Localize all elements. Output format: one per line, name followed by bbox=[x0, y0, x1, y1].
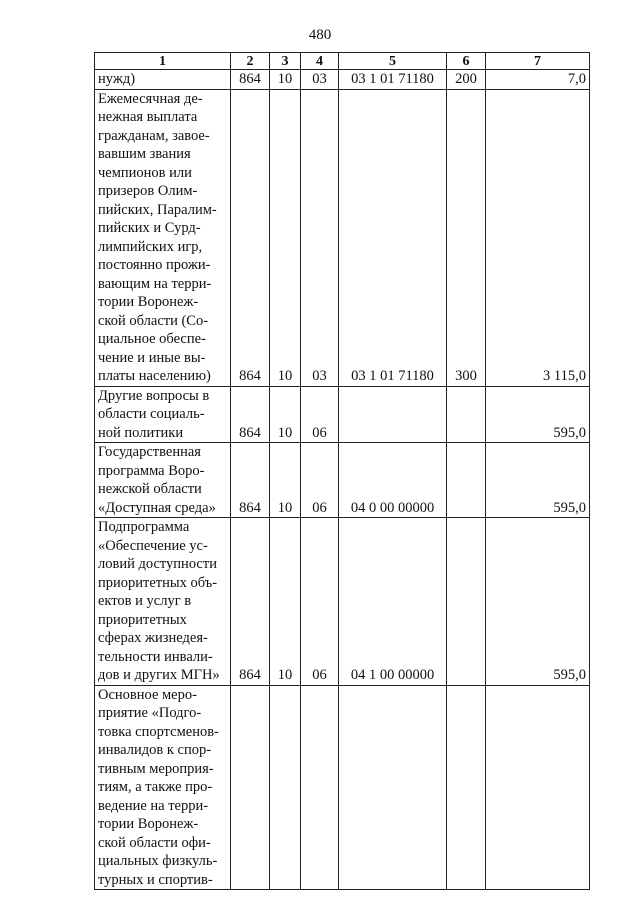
table-row bbox=[95, 518, 590, 686]
row-ministry-code bbox=[231, 685, 270, 890]
row-target-article: 03 1 01 71180 bbox=[339, 89, 447, 386]
row-expense-type bbox=[447, 386, 486, 443]
row-subsection bbox=[301, 685, 339, 890]
row-amount: 595,0 bbox=[486, 443, 590, 518]
budget-table bbox=[94, 52, 590, 890]
row-amount bbox=[486, 685, 590, 890]
header-col-2: 2 bbox=[231, 53, 270, 70]
row-target-article: 04 1 00 00000 bbox=[339, 518, 447, 686]
table-row bbox=[95, 443, 590, 518]
row-expense-type: 200 bbox=[447, 70, 486, 90]
header-col-1: 1 bbox=[95, 53, 231, 70]
row-section: 10 bbox=[270, 386, 301, 443]
row-name: нужд) bbox=[95, 70, 231, 90]
row-name: Основное меро- приятие «Подго- товка спортсменов- инвалидов к спор- тивным мероприя- тиям, а также про- ведение на терри- тории Воронеж- ской области офи- циальных физкуль- турных и спортив- bbox=[95, 685, 231, 890]
row-name: Подпрограмма «Обеспечение ус- ловий доступности приоритетных объ- ектов и услуг в приоритетных сферах жизнедея- тельности инвали- дов и других МГН» bbox=[95, 518, 231, 686]
row-subsection: 06 bbox=[301, 518, 339, 686]
table-row bbox=[95, 386, 590, 443]
row-ministry-code: 864 bbox=[231, 443, 270, 518]
row-amount: 595,0 bbox=[486, 386, 590, 443]
row-target-article bbox=[339, 386, 447, 443]
row-section: 10 bbox=[270, 89, 301, 386]
row-section bbox=[270, 685, 301, 890]
row-section: 10 bbox=[270, 443, 301, 518]
row-section: 10 bbox=[270, 70, 301, 90]
row-subsection: 03 bbox=[301, 89, 339, 386]
header-col-7: 7 bbox=[486, 53, 590, 70]
table-row bbox=[95, 685, 590, 890]
header-col-4: 4 bbox=[301, 53, 339, 70]
header-col-6: 6 bbox=[447, 53, 486, 70]
row-target-article bbox=[339, 685, 447, 890]
row-name: Государственная программа Воро- нежской области «Доступная среда» bbox=[95, 443, 231, 518]
row-amount: 3 115,0 bbox=[486, 89, 590, 386]
header-col-5: 5 bbox=[339, 53, 447, 70]
row-ministry-code: 864 bbox=[231, 70, 270, 90]
row-section: 10 bbox=[270, 518, 301, 686]
row-name: Другие вопросы в области социаль- ной политики bbox=[95, 386, 231, 443]
row-ministry-code: 864 bbox=[231, 386, 270, 443]
header-col-3: 3 bbox=[270, 53, 301, 70]
row-expense-type bbox=[447, 518, 486, 686]
row-amount: 595,0 bbox=[486, 518, 590, 686]
row-expense-type bbox=[447, 443, 486, 518]
row-amount: 7,0 bbox=[486, 70, 590, 90]
row-expense-type: 300 bbox=[447, 89, 486, 386]
row-name: Ежемесячная де- нежная выплата гражданам, завое- вавшим звания чемпионов или призеров Олим- пийских, Паралим- пийских и Сурд- лимпийских игр, постоянно прожи- вающим на терри- тории Воронеж- ской области (Со- циальное обеспе- чение и иные вы- платы населению) bbox=[95, 89, 231, 386]
row-subsection: 06 bbox=[301, 443, 339, 518]
row-ministry-code: 864 bbox=[231, 518, 270, 686]
table-row bbox=[95, 70, 590, 90]
row-subsection: 03 bbox=[301, 70, 339, 90]
row-target-article: 03 1 01 71180 bbox=[339, 70, 447, 90]
row-subsection: 06 bbox=[301, 386, 339, 443]
header-row bbox=[95, 53, 590, 70]
table-row bbox=[95, 89, 590, 386]
row-ministry-code: 864 bbox=[231, 89, 270, 386]
page-number: 480 bbox=[308, 27, 332, 43]
row-expense-type bbox=[447, 685, 486, 890]
row-target-article: 04 0 00 00000 bbox=[339, 443, 447, 518]
